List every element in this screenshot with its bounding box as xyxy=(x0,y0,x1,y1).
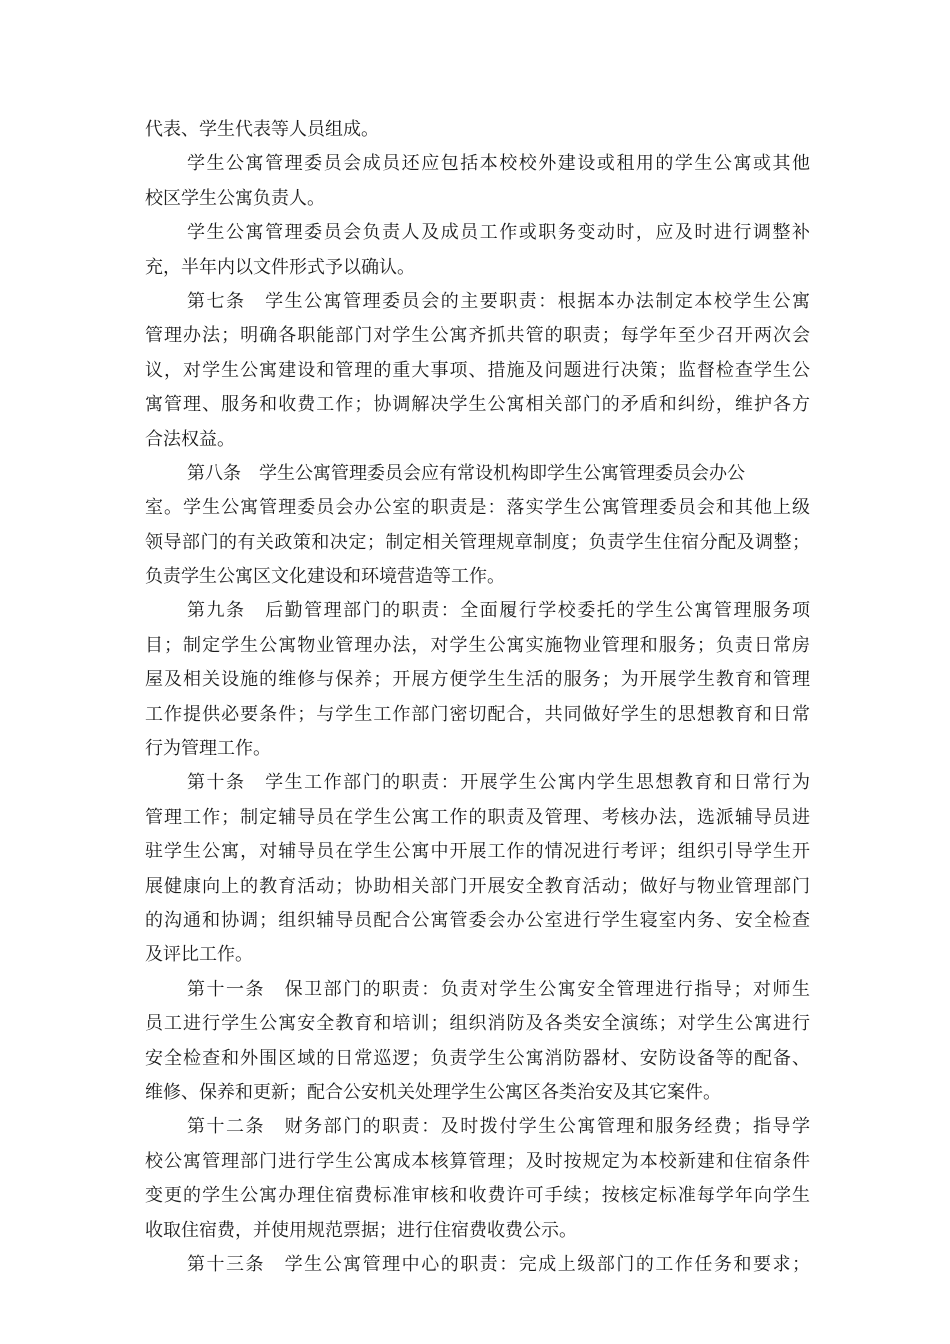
text-line: 维修、保养和更新；配合公安机关处理学生公寓区各类治安及其它案件。 xyxy=(145,1081,721,1103)
text-line: 行为管理工作。 xyxy=(145,738,271,760)
text-line: 展健康向上的教育活动；协助相关部门开展安全教育活动；做好与物业管理部门 xyxy=(145,875,810,897)
text-line: 安全检查和外围区域的日常巡逻；负责学生公寓消防器材、安防设备等的配备、 xyxy=(145,1047,810,1069)
text-line: 寓管理、服务和收费工作；协调解决学生公寓相关部门的矛盾和纠纷，维护各方 xyxy=(145,394,810,416)
text-line: 代表、学生代表等人员组成。 xyxy=(145,119,379,140)
text-line: 收取住宿费，并使用规范票据；进行住宿费收费公示。 xyxy=(145,1219,577,1241)
text-line: 工作提供必要条件；与学生工作部门密切配合，共同做好学生的思想教育和日常 xyxy=(145,703,810,725)
text-line: 负责学生公寓区文化建设和环境营造等工作。 xyxy=(145,566,505,588)
document-body xyxy=(145,113,810,1282)
text-line: 校区学生公寓负责人。 xyxy=(145,187,325,209)
text-line: 变更的学生公寓办理住宿费标准审核和收费许可手续；按核定标准每学年向学生 xyxy=(145,1185,810,1207)
paragraph-first-line: 第十一条 保卫部门的职责：负责对学生公寓安全管理进行指导；对师生 xyxy=(187,978,810,1000)
text-line: 校公寓管理部门进行学生公寓成本核算管理；及时按规定为本校新建和住宿条件 xyxy=(145,1150,810,1172)
paragraph-first-line: 学生公寓管理委员会成员还应包括本校校外建设或租用的学生公寓或其他 xyxy=(187,153,810,175)
text-line: 领导部门的有关政策和决定；制定相关管理规章制度；负责学生住宿分配及调整； xyxy=(145,531,810,553)
text-line: 驻学生公寓，对辅导员在学生公寓中开展工作的情况进行考评；组织引导学生开 xyxy=(145,841,810,863)
text-line: 议，对学生公寓建设和管理的重大事项、措施及问题进行决策；监督检查学生公 xyxy=(145,359,810,381)
paragraph-first-line: 第七条 学生公寓管理委员会的主要职责：根据本办法制定本校学生公寓 xyxy=(187,290,810,312)
paragraph-first-line: 第十三条 学生公寓管理中心的职责：完成上级部门的工作任务和要求； xyxy=(187,1253,810,1275)
text-line: 的沟通和协调；组织辅导员配合公寓管委会办公室进行学生寝室内务、安全检查 xyxy=(145,909,810,931)
paragraph-first-line: 学生公寓管理委员会负责人及成员工作或职务变动时，应及时进行调整补 xyxy=(187,222,810,244)
text-line: 及评比工作。 xyxy=(145,944,253,966)
paragraph-first-line: 第九条 后勤管理部门的职责：全面履行学校委托的学生公寓管理服务项 xyxy=(187,600,810,622)
text-line: 合法权益。 xyxy=(145,428,235,450)
text-line: 屋及相关设施的维修与保养；开展方便学生生活的服务；为开展学生教育和管理 xyxy=(145,669,810,691)
text-line: 室。学生公寓管理委员会办公室的职责是：落实学生公寓管理委员会和其他上级 xyxy=(145,497,810,519)
paragraph-first-line: 第十条 学生工作部门的职责：开展学生公寓内学生思想教育和日常行为 xyxy=(187,772,810,794)
paragraph-first-line: 第八条 学生公寓管理委员会应有常设机构即学生公寓管理委员会办公 xyxy=(187,462,745,484)
text-line: 充，半年内以文件形式予以确认。 xyxy=(145,256,415,278)
text-line: 管理工作；制定辅导员在学生公寓工作的职责及管理、考核办法，选派辅导员进 xyxy=(145,806,810,828)
text-line: 管理办法；明确各职能部门对学生公寓齐抓共管的职责；每学年至少召开两次会 xyxy=(145,325,810,347)
text-line: 员工进行学生公寓安全教育和培训；组织消防及各类安全演练；对学生公寓进行 xyxy=(145,1013,810,1035)
text-line: 目；制定学生公寓物业管理办法，对学生公寓实施物业管理和服务；负责日常房 xyxy=(145,634,810,656)
paragraph-first-line: 第十二条 财务部门的职责：及时拨付学生公寓管理和服务经费；指导学 xyxy=(187,1116,810,1138)
